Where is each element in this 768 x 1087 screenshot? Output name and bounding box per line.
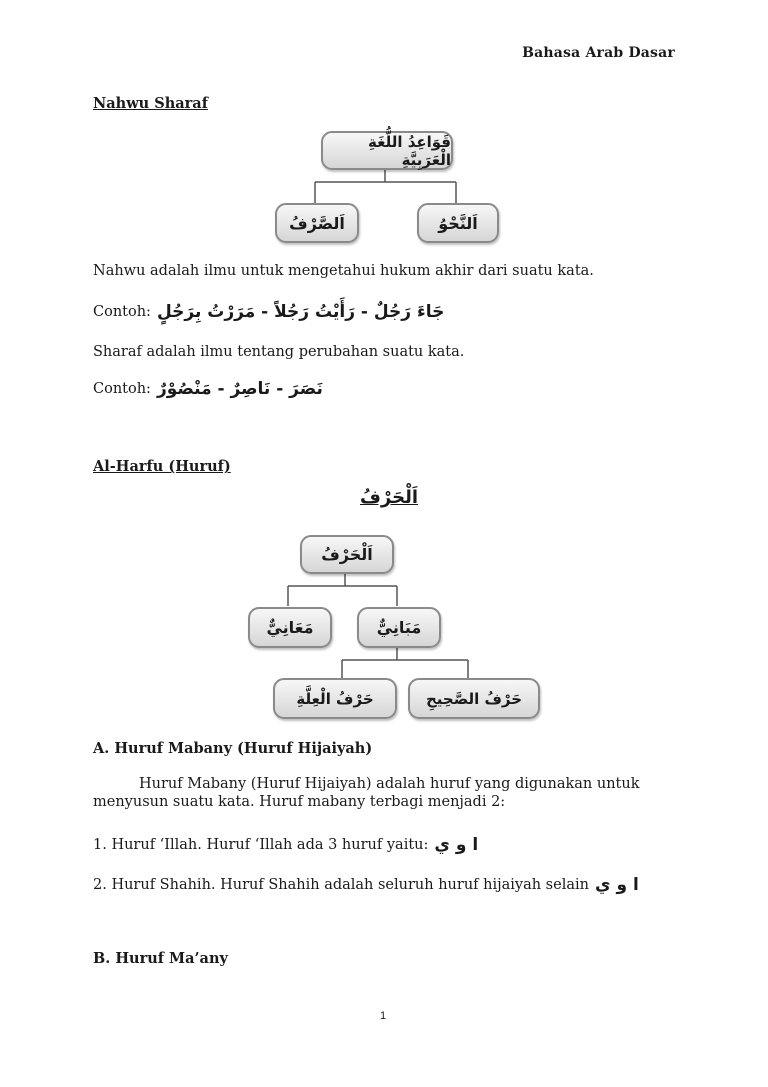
sharaf-definition: Sharaf adalah ilmu tentang perubahan suatu kata. xyxy=(93,344,465,360)
al-harfu-arabic-title: اَلْحَرْفُ xyxy=(360,487,419,508)
diagram-node-harf-illah: حَرْفُ الْعِلَّةِ xyxy=(273,678,397,719)
huruf-mabany-paragraph xyxy=(93,775,676,811)
list-item-arabic-letters: ا و ي xyxy=(434,835,479,855)
example-label: Contoh: xyxy=(93,381,151,397)
diagram-node-maani: مَعَانِيٌّ xyxy=(248,607,332,648)
nahwu-definition: Nahwu adalah ilmu untuk mengetahui hukum akhir dari suatu kata. xyxy=(93,263,594,279)
diagram-node-nahwu: اَلنَّحْوُ xyxy=(417,203,499,243)
section-heading-nahwu-sharaf: Nahwu Sharaf xyxy=(93,95,208,112)
section-heading-al-harfu: Al-Harfu (Huruf) xyxy=(93,458,231,475)
section-heading-huruf-mabany: A. Huruf Mabany (Huruf Hijaiyah) xyxy=(93,740,373,757)
list-item-huruf-shahih xyxy=(93,876,639,894)
diagram-node-harf-shahih: حَرْفُ الصَّحِيحِ xyxy=(408,678,540,719)
list-item-huruf-illah xyxy=(93,836,478,854)
paragraph-line-1: Huruf Mabany (Huruf Hijaiyah) adalah huruf yang digunakan untuk xyxy=(139,776,640,792)
diagram-root-qawaid: قَوَاعِدُ اللُّغَةِ الْعَرَبِيَّةِ xyxy=(321,131,453,170)
document-header-title: Bahasa Arab Dasar xyxy=(522,45,675,61)
list-item-text: 1. Huruf ‘Illah. Huruf ‘Illah ada 3 huruf yaitu: xyxy=(93,837,429,853)
example-label: Contoh: xyxy=(93,304,151,320)
diagram-node-sharaf: اَلصَّرْفُ xyxy=(275,203,359,243)
list-item-text: 2. Huruf Shahih. Huruf Shahih adalah seluruh huruf hijaiyah selain xyxy=(93,877,589,893)
page-number: 1 xyxy=(380,1010,387,1022)
nahwu-example-arabic: جَاءَ رَجُلٌ - رَأَيْتُ رَجُلاً - مَرَرْتُ بِرَجُلٍ xyxy=(156,302,445,322)
sharaf-example-arabic: نَصَرَ - نَاصِرٌ - مَنْصُوْرٌ xyxy=(156,379,323,399)
paragraph-line-2: menyusun suatu kata. Huruf mabany terbagi menjadi 2: xyxy=(93,794,506,810)
nahwu-example-row xyxy=(93,303,444,321)
list-item-arabic-letters: ا و ي xyxy=(594,875,639,895)
diagram-node-mabani: مَبَانِيٌّ xyxy=(357,607,441,648)
diagram-root-harfu: اَلْحَرْفُ xyxy=(300,535,394,574)
sharaf-example-row xyxy=(93,380,323,398)
section-heading-huruf-maany: B. Huruf Ma’any xyxy=(93,950,228,967)
